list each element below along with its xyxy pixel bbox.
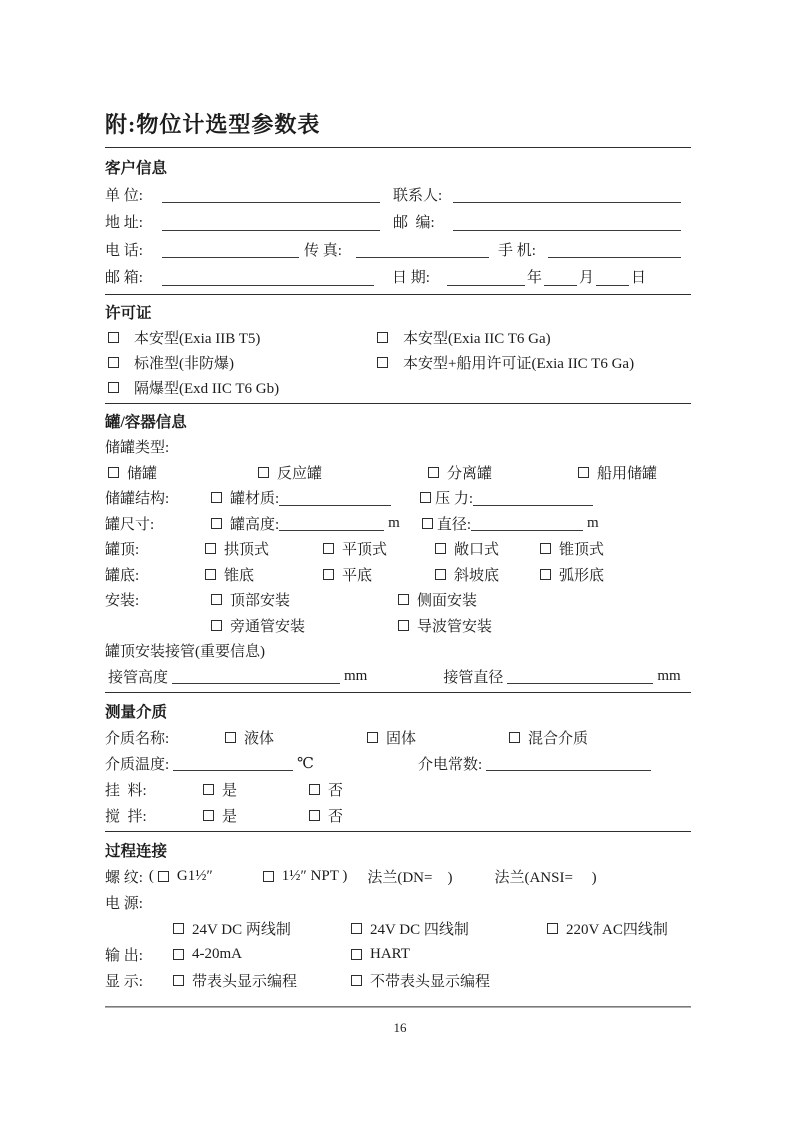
output-option: 4-20mA: [192, 945, 242, 962]
license-row-1: [105, 325, 691, 350]
day-label: 日: [631, 270, 647, 287]
nozzle-row: [105, 664, 691, 690]
nozzle-heading: 罐顶安装接管(重要信息): [105, 644, 265, 661]
license-row-3: [105, 375, 691, 400]
section-divider: [105, 147, 691, 148]
tank-pressure-label: 压 力:: [435, 491, 474, 508]
temperature-input-line[interactable]: [173, 770, 293, 771]
address-input-line[interactable]: [162, 230, 380, 231]
tank-structure-label: 储罐结构:: [105, 491, 170, 508]
nozzle-diameter-label: 接管直径: [443, 669, 504, 686]
medium-temperature-label: 介质温度:: [105, 756, 170, 773]
thread-open-paren: (: [148, 867, 154, 884]
date-input-line[interactable]: [447, 285, 525, 286]
checkbox-liquid[interactable]: [225, 732, 236, 743]
mobile-label: 手 机:: [498, 242, 536, 259]
nozzle-height-input-line[interactable]: [172, 683, 340, 684]
section-heading-process: [105, 837, 691, 863]
thread-g-option: G1½″: [176, 867, 213, 884]
thread-label: 螺 纹:: [105, 869, 143, 886]
tank-top-option: 敞口式: [454, 542, 500, 559]
page-number: 16: [393, 1020, 407, 1035]
no-label: 否: [328, 808, 344, 825]
checkbox-cone-roof[interactable]: [540, 543, 551, 554]
nozzle-heading-row: [105, 638, 691, 664]
tank-type-option: 分离罐: [447, 465, 493, 482]
checkbox-storage-tank[interactable]: [108, 467, 119, 478]
tank-size-label: 罐尺寸:: [105, 516, 155, 533]
tank-install-row-2: [105, 613, 691, 639]
no-label: 否: [328, 782, 344, 799]
tank-diameter-input-line[interactable]: [471, 530, 583, 531]
checkbox-tank-material[interactable]: [211, 492, 222, 503]
checkbox-cone-bottom[interactable]: [205, 569, 216, 580]
checkbox-display-with-meter[interactable]: [173, 975, 184, 986]
unit-input-line[interactable]: [162, 202, 380, 203]
diameter-unit-label: m: [587, 514, 599, 531]
tank-top-row: [105, 536, 691, 562]
medium-stir-row: [105, 802, 691, 828]
tank-material-input-line[interactable]: [279, 505, 391, 506]
tank-top-option: 锥顶式: [559, 542, 605, 559]
checkbox-thread-npt[interactable]: [263, 871, 274, 882]
yes-label: 是: [222, 782, 238, 799]
checkbox-stir-no[interactable]: [309, 810, 320, 821]
tank-type-option: 船用储罐: [597, 465, 658, 482]
email-input-line[interactable]: [162, 285, 374, 286]
medium-name-option: 固体: [386, 730, 417, 747]
checkbox-exia-iib-t5[interactable]: [108, 332, 119, 343]
nozzle-height-label: 接管高度: [108, 669, 169, 686]
phone-input-line[interactable]: [162, 257, 299, 258]
contact-label: 联系人:: [393, 187, 443, 204]
power-option: 24V DC 两线制: [192, 921, 291, 938]
process-heading: 过程连接: [105, 843, 168, 860]
section-divider: [105, 294, 691, 295]
address-label: 地 址:: [105, 215, 143, 232]
tank-bottom-option: 斜坡底: [454, 567, 500, 584]
section-heading-customer: [105, 153, 691, 181]
section-divider: [105, 403, 691, 404]
checkbox-marine-tank[interactable]: [578, 467, 589, 478]
tank-type-label: 储罐类型:: [105, 440, 170, 457]
phone-label: 电 话:: [105, 242, 143, 259]
nozzle-diameter-unit: mm: [657, 667, 681, 684]
checkbox-side-install[interactable]: [398, 594, 409, 605]
checkbox-tank-pressure[interactable]: [420, 492, 431, 503]
output-row: [105, 941, 691, 967]
tank-size-row: [105, 511, 691, 537]
tank-heading: 罐/容器信息: [105, 414, 187, 432]
checkbox-thread-g[interactable]: [158, 871, 169, 882]
checkbox-24vdc-4wire[interactable]: [351, 923, 362, 934]
height-unit-label: m: [388, 514, 400, 531]
tank-top-option: 拱顶式: [224, 542, 270, 559]
checkbox-stillwell-install[interactable]: [398, 620, 409, 631]
checkbox-tank-height[interactable]: [211, 518, 222, 529]
checkbox-reactor-tank[interactable]: [258, 467, 269, 478]
unit-label: 单 位:: [105, 187, 143, 204]
tank-pressure-input-line[interactable]: [473, 505, 593, 506]
tank-install-option: 侧面安装: [417, 593, 478, 610]
checkbox-bypass-install[interactable]: [211, 620, 222, 631]
fax-input-line[interactable]: [356, 257, 489, 258]
medium-heading: 测量介质: [105, 704, 168, 721]
output-label: 输 出:: [105, 947, 143, 964]
page-title: 附:物位计选型参数表: [105, 112, 321, 137]
customer-row-email-date: [105, 263, 691, 291]
medium-name-option: 液体: [244, 730, 275, 747]
checkbox-stir-yes[interactable]: [203, 810, 214, 821]
checkbox-exd-iic-t6-gb[interactable]: [108, 382, 119, 393]
section-heading-medium: [105, 698, 691, 724]
temperature-unit-label: ℃: [297, 755, 314, 772]
checkbox-hart[interactable]: [351, 949, 362, 960]
license-option-label: 隔爆型(Exd IIC T6 Gb): [134, 380, 280, 397]
checkbox-display-without-meter[interactable]: [351, 975, 362, 986]
checkbox-solid[interactable]: [367, 732, 378, 743]
tank-install-row-1: [105, 587, 691, 613]
output-option: HART: [370, 945, 410, 962]
year-input-line[interactable]: [544, 285, 577, 286]
contact-input-line[interactable]: [453, 202, 681, 203]
checkbox-buildup-no[interactable]: [309, 784, 320, 795]
year-label: 年: [527, 270, 543, 287]
fax-label: 传 真:: [304, 242, 342, 259]
checkbox-slope-bottom[interactable]: [435, 569, 446, 580]
checkbox-flat-roof[interactable]: [323, 543, 334, 554]
tank-diameter-label: 直径:: [436, 516, 472, 533]
power-label: 电 源:: [105, 895, 143, 912]
license-option-label: 标准型(非防爆): [134, 355, 234, 372]
month-label: 月: [579, 270, 595, 287]
date-label: 日 期:: [392, 270, 430, 287]
checkbox-standard-non-exproof[interactable]: [108, 357, 119, 368]
license-option-label: 本安型(Exia IIB T5): [134, 330, 261, 347]
checkbox-flat-bottom[interactable]: [323, 569, 334, 580]
section-heading-license: [105, 300, 691, 325]
power-option: 24V DC 四线制: [370, 921, 469, 938]
tank-height-input-line[interactable]: [279, 530, 384, 531]
medium-buildup-row: [105, 776, 691, 802]
tank-bottom-option: 弧形底: [559, 567, 605, 584]
yes-label: 是: [222, 808, 238, 825]
mobile-input-line[interactable]: [548, 257, 681, 258]
section-divider: [105, 831, 691, 832]
tank-install-option: 旁通管安装: [230, 618, 306, 635]
tank-type-label-row: [105, 434, 691, 460]
thread-npt-option: 1½″ NPT ): [281, 867, 348, 884]
section-heading-tank: [105, 409, 691, 435]
checkbox-tank-diameter[interactable]: [422, 518, 433, 529]
display-option: 带表头显示编程: [192, 973, 298, 990]
dielectric-label: 介电常数:: [417, 756, 483, 773]
checkbox-exia-iic-t6-ga[interactable]: [377, 332, 388, 343]
tank-bottom-label: 罐底:: [105, 567, 140, 584]
license-option-label: 本安型+船用许可证(Exia IIC T6 Ga): [403, 355, 635, 372]
tank-bottom-option: 平底: [342, 567, 373, 584]
medium-name-row: [105, 724, 691, 750]
checkbox-mixed-medium[interactable]: [509, 732, 520, 743]
license-heading: 许可证: [105, 305, 152, 322]
power-options-row: [105, 915, 691, 941]
customer-row-unit-contact: [105, 181, 691, 209]
checkbox-arc-bottom[interactable]: [540, 569, 551, 580]
tank-height-label: 罐高度:: [230, 516, 280, 533]
medium-temperature-row: [105, 750, 691, 776]
customer-row-phone-fax-mobile: [105, 236, 691, 264]
tank-type-option: 储罐: [127, 465, 158, 482]
medium-name-label: 介质名称:: [105, 730, 170, 747]
tank-bottom-option: 锥底: [224, 567, 255, 584]
display-row: [105, 967, 691, 993]
license-row-2: [105, 350, 691, 375]
tank-bottom-row: [105, 562, 691, 588]
checkbox-buildup-yes[interactable]: [203, 784, 214, 795]
tank-install-option: 顶部安装: [230, 593, 291, 610]
tank-material-label: 罐材质:: [230, 491, 280, 508]
buildup-label: 挂 料:: [105, 782, 147, 799]
footer-divider: [105, 1006, 691, 1008]
flange-dn-label: 法兰(DN= ): [367, 869, 453, 886]
checkbox-4-20ma[interactable]: [173, 949, 184, 960]
tank-structure-row: [105, 485, 691, 511]
customer-heading: 客户信息: [105, 159, 168, 177]
power-label-row: [105, 889, 691, 915]
nozzle-diameter-input-line[interactable]: [507, 683, 653, 684]
checkbox-dome-roof[interactable]: [205, 543, 216, 554]
tank-top-label: 罐顶:: [105, 542, 140, 559]
tank-install-label: 安装:: [105, 593, 140, 610]
display-option: 不带表头显示编程: [370, 973, 491, 990]
tank-type-option: 反应罐: [277, 465, 323, 482]
nozzle-height-unit: mm: [344, 667, 368, 684]
tank-type-options-row: [105, 460, 691, 486]
checkbox-24vdc-2wire[interactable]: [173, 923, 184, 934]
display-label: 显 示:: [105, 973, 143, 990]
checkbox-intrinsic-marine[interactable]: [377, 357, 388, 368]
page-content: [105, 110, 691, 993]
customer-row-address-postcode: [105, 208, 691, 236]
stir-label: 搅 拌:: [105, 808, 147, 825]
email-label: 邮 箱:: [105, 270, 143, 287]
checkbox-220vac-4wire[interactable]: [547, 923, 558, 934]
dielectric-input-line[interactable]: [486, 770, 651, 771]
postcode-label: 邮 编:: [393, 215, 435, 232]
tank-top-option: 平顶式: [342, 542, 388, 559]
checkbox-separator-tank[interactable]: [428, 467, 439, 478]
tank-install-option: 导波管安装: [417, 618, 493, 635]
flange-ansi-label: 法兰(ANSI= ): [494, 869, 597, 886]
checkbox-open-roof[interactable]: [435, 543, 446, 554]
month-input-line[interactable]: [596, 285, 629, 286]
medium-name-option: 混合介质: [528, 730, 589, 747]
thread-row: [105, 863, 691, 889]
power-option: 220V AC四线制: [566, 921, 668, 938]
checkbox-top-install[interactable]: [211, 594, 222, 605]
section-divider: [105, 692, 691, 693]
postcode-input-line[interactable]: [453, 230, 681, 231]
license-option-label: 本安型(Exia IIC T6 Ga): [403, 330, 551, 347]
